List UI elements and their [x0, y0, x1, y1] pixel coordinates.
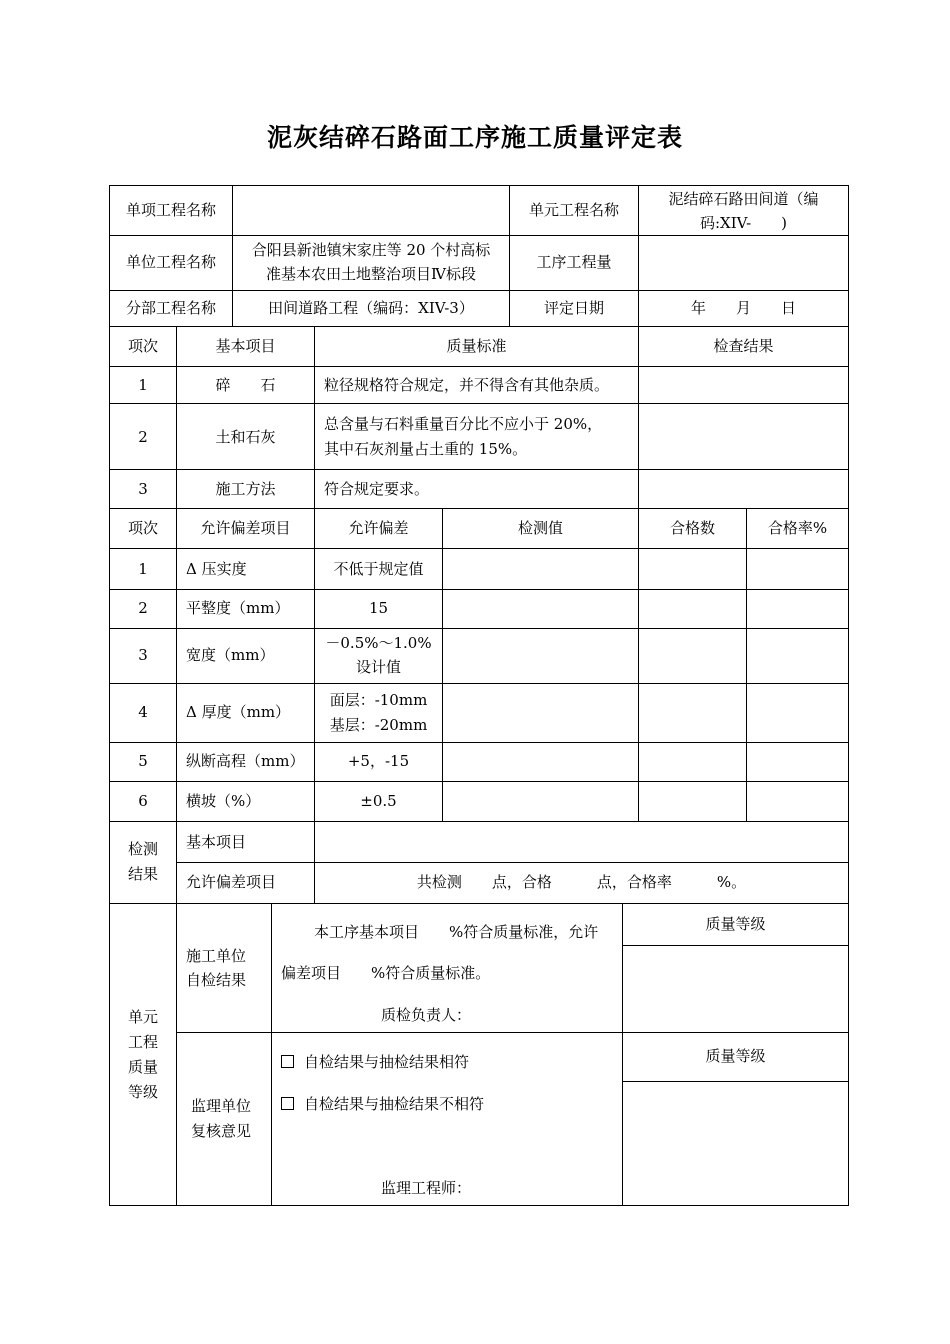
- tol-row-no: 4: [138, 703, 148, 721]
- inspection-tolerance-value: 共检测 点，合格 点，合格率 %。: [416, 873, 747, 891]
- unit-project-label: 单元工程名称: [528, 201, 619, 219]
- row-divider: [176, 1032, 849, 1033]
- unit-eng-value-line2: 准基本农田土地整治项目Ⅳ标段: [266, 265, 476, 283]
- tol-row-item: Δ 压实度: [186, 560, 247, 578]
- row-divider: [109, 366, 849, 367]
- inspection-basic-label: 基本项目: [186, 833, 247, 851]
- tol-row-item: 横坡（%）: [186, 792, 261, 810]
- col-divider: [638, 508, 639, 821]
- tol-row-tolerance: +5，-15: [347, 752, 410, 770]
- tol-row-no: 5: [138, 752, 148, 770]
- page-title: 泥灰结碎石路面工序施工质量评定表: [266, 123, 683, 152]
- basic-row-standard: 粒径规格符合规定，并不得含有其他杂质。: [324, 376, 610, 394]
- eval-date-label: 评定日期: [543, 299, 604, 317]
- quality-grade-label: 质量等级: [705, 1047, 766, 1065]
- col-header-standard: 质量标准: [446, 337, 507, 355]
- division-value: 田间道路工程（编码：XIV-3）: [268, 299, 474, 317]
- col-header-check-result: 检查结果: [713, 337, 774, 355]
- row-divider: [109, 508, 849, 509]
- row-divider: [109, 781, 849, 782]
- process-qty-label: 工序工程量: [536, 253, 612, 271]
- unit-eng-value-line1: 合阳县新池镇宋家庄等 20 个村高标: [251, 241, 491, 259]
- basic-row-no: 3: [138, 480, 148, 498]
- tol-row-no: 2: [138, 599, 148, 617]
- col-header-tolerance-item: 允许偏差项目: [200, 519, 291, 537]
- tol-row-tolerance: 基层：-20mm: [329, 716, 428, 734]
- grade-label: 单元: [127, 1008, 158, 1026]
- quality-grade-label: 质量等级: [705, 915, 766, 933]
- basic-row-item: 土和石灰: [215, 428, 276, 446]
- col-divider: [176, 508, 177, 821]
- row-divider: [109, 326, 849, 327]
- row-divider: [109, 589, 849, 590]
- tol-row-tolerance: 设计值: [355, 658, 401, 676]
- self-check-label: 施工单位: [186, 947, 247, 965]
- col-header-basic-item: 基本项目: [215, 337, 276, 355]
- tol-row-no: 1: [138, 560, 148, 578]
- unit-eng-label: 单位工程名称: [125, 253, 216, 271]
- basic-row-no: 1: [138, 376, 148, 394]
- row-divider: [109, 683, 849, 684]
- tol-row-no: 6: [138, 792, 148, 810]
- col-header-pass-count: 合格数: [669, 519, 715, 537]
- grade-label: 等级: [127, 1083, 158, 1101]
- row-divider: [109, 742, 849, 743]
- row-divider: [109, 469, 849, 470]
- col-header-no: 项次: [127, 519, 158, 537]
- row-divider: [109, 903, 849, 904]
- tol-row-no: 3: [138, 646, 148, 664]
- basic-row-item: 碎 石: [215, 376, 276, 394]
- row-divider: [109, 548, 849, 549]
- tol-row-tolerance: ±0.5: [360, 792, 397, 810]
- grade-label: 工程: [127, 1033, 158, 1051]
- tol-row-tolerance: 不低于规定值: [333, 560, 424, 578]
- supervisor-label: 监理工程师：: [381, 1179, 472, 1197]
- tol-row-tolerance: 面层：-10mm: [329, 691, 428, 709]
- qc-person-label: 质检负责人：: [381, 1006, 472, 1024]
- division-label: 分部工程名称: [125, 299, 216, 317]
- item-project-label: 单项工程名称: [125, 201, 216, 219]
- grade-label: 质量: [127, 1058, 158, 1076]
- col-header-measured: 检测值: [517, 519, 563, 537]
- unit-project-value-line2: 码:XIV- ): [699, 214, 788, 232]
- review-option-match[interactable]: [281, 1050, 469, 1075]
- col-divider: [746, 508, 747, 821]
- col-header-pass-rate: 合格率%: [767, 519, 828, 537]
- review-option-mismatch-label: 自检结果与抽检结果不相符: [304, 1095, 485, 1113]
- row-divider: [622, 945, 849, 946]
- tol-row-item: 纵断高程（mm）: [186, 752, 305, 770]
- unit-project-value-line1: 泥结碎石路田间道（编: [668, 190, 819, 208]
- row-divider: [622, 1081, 849, 1082]
- inspection-tolerance-label: 允许偏差项目: [186, 873, 277, 891]
- review-option-match-label: 自检结果与抽检结果相符: [304, 1053, 470, 1071]
- inspection-label: 结果: [127, 865, 158, 883]
- basic-row-standard: 总含量与石料重量百分比不应小于 20%，: [324, 415, 603, 433]
- self-check-text: 偏差项目 %符合质量标准。: [281, 964, 491, 982]
- basic-row-standard: 其中石灰剂量占土重的 15%。: [324, 440, 528, 458]
- review-label: 监理单位: [191, 1097, 252, 1115]
- checkbox-icon[interactable]: [281, 1097, 294, 1110]
- eval-date-value[interactable]: 年 月 日: [690, 299, 796, 317]
- row-divider: [109, 290, 849, 291]
- inspection-label: 检测: [127, 840, 158, 858]
- row-divider: [176, 862, 849, 863]
- basic-row-item: 施工方法: [215, 480, 276, 498]
- col-divider: [176, 903, 177, 1206]
- checkbox-icon[interactable]: [281, 1055, 294, 1068]
- row-divider: [109, 628, 849, 629]
- review-option-mismatch[interactable]: [281, 1092, 484, 1117]
- basic-row-no: 2: [138, 428, 148, 446]
- self-check-text: 本工序基本项目 %符合质量标准，允许: [314, 923, 599, 941]
- col-divider: [176, 821, 177, 903]
- row-divider: [109, 821, 849, 822]
- col-header-tolerance: 允许偏差: [348, 519, 409, 537]
- row-divider: [109, 403, 849, 404]
- tol-row-tolerance: 15: [368, 599, 389, 617]
- col-header-no: 项次: [127, 337, 158, 355]
- tol-row-item: Δ 厚度（mm）: [186, 703, 291, 721]
- tol-row-item: 宽度（mm）: [186, 646, 275, 664]
- basic-row-standard: 符合规定要求。: [324, 480, 430, 498]
- review-label: 复核意见: [191, 1122, 252, 1140]
- tol-row-item: 平整度（mm）: [186, 599, 290, 617]
- self-check-label: 自检结果: [186, 971, 247, 989]
- col-divider: [442, 508, 443, 821]
- col-divider: [271, 903, 272, 1206]
- tol-row-tolerance: －0.5%～1.0%: [325, 634, 432, 652]
